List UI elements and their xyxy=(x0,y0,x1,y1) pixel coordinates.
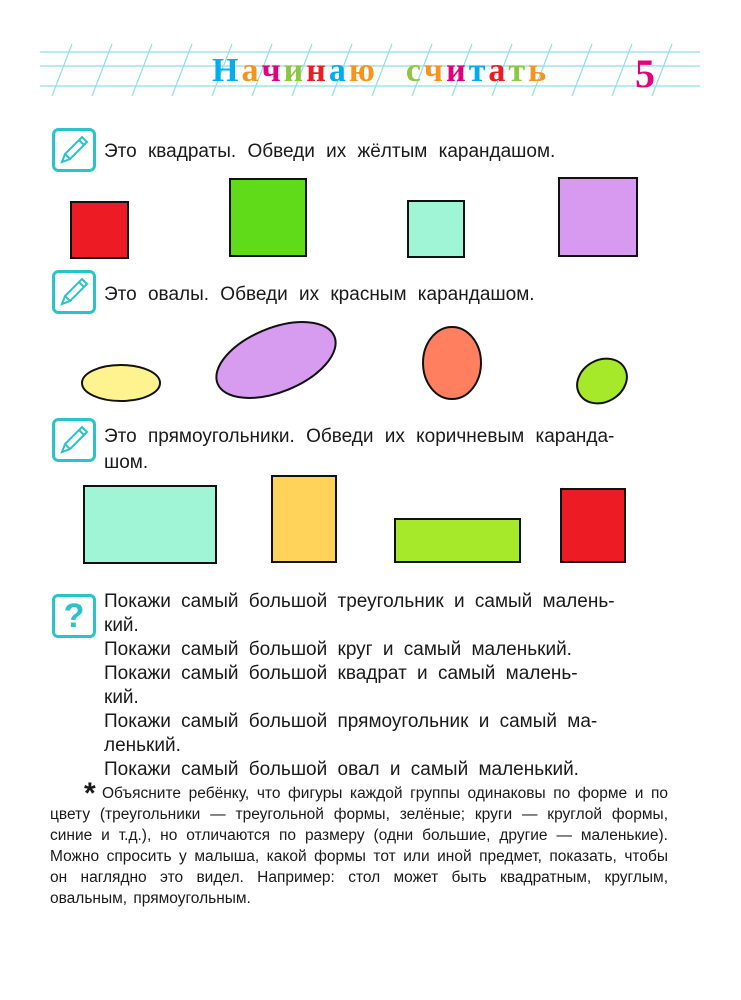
question-line: кий. xyxy=(104,615,139,636)
rectangles-group xyxy=(0,470,741,570)
page-number: 5 xyxy=(635,51,655,96)
page-title xyxy=(212,52,549,90)
title-letter: а xyxy=(488,52,509,89)
oval-lime xyxy=(569,350,635,410)
pencil-icon xyxy=(52,270,96,314)
rectangle-lime xyxy=(395,519,520,562)
title-letter: ю xyxy=(348,52,378,89)
question-line: ленький. xyxy=(104,735,181,756)
parent-note-text: Объясните ребёнку, что фигуры каждой группы одинаковы по форме и по цвету (треугольники — треугольной формы, зелёные; круги — круглой формы, синие и т.д.), но отличаются по размеру (одни большие, другие — маленькие). Можно спросить у малыша, какой формы тот или иной предмет, показать, чтобы он наглядно это видел. Например: стол может быть квадратным, круглым, овальным, прямоугольным. xyxy=(50,785,668,907)
title-letter: а xyxy=(328,52,349,89)
oval-yellow xyxy=(82,365,160,401)
oval-salmon xyxy=(423,327,481,399)
title-letter: т xyxy=(468,52,489,89)
title-letter xyxy=(392,52,406,90)
rectangle-red xyxy=(561,489,625,562)
title-letter: ч xyxy=(261,52,284,89)
question-line: Покажи самый большой треугольник и самый малень- xyxy=(104,591,615,612)
title-letter: ь xyxy=(528,52,550,89)
rectangle-orange xyxy=(272,476,336,562)
title-letter: Н xyxy=(212,52,242,89)
title-letter: с xyxy=(405,52,424,89)
question-line: Покажи самый большой квадрат и самый малень- xyxy=(104,663,578,684)
ovals-group xyxy=(0,315,741,410)
question-line: кий. xyxy=(104,687,139,708)
task-rectangles-line1: Это прямоугольники. Обведи их коричневым каранда- xyxy=(104,426,615,447)
title-letter: т xyxy=(508,52,529,89)
task-rectangles-text xyxy=(104,424,664,476)
question-icon xyxy=(52,594,96,638)
title-letter: а xyxy=(241,52,262,89)
parent-note xyxy=(50,783,668,909)
title-letter: и xyxy=(283,52,307,89)
title-letter: ч xyxy=(423,52,447,89)
square-red xyxy=(71,202,128,258)
oval-violet xyxy=(206,315,347,410)
question-mark: ? xyxy=(63,597,85,635)
note-star-icon: * xyxy=(84,777,96,810)
question-line: Покажи самый большой круг и самый маленький. xyxy=(104,639,572,660)
task-rectangles-line2: шом. xyxy=(104,452,149,473)
square-green xyxy=(230,179,306,256)
pencil-icon xyxy=(52,418,96,462)
square-violet xyxy=(559,178,637,256)
task-ovals-text: Это овалы. Обведи их красным карандашом. xyxy=(104,284,535,305)
pencil-icon xyxy=(52,128,96,172)
square-mint xyxy=(408,201,464,257)
question-line: Покажи самый большой прямоугольник и самый ма- xyxy=(104,711,598,732)
question-line: Покажи самый большой овал и самый маленький. xyxy=(104,759,579,780)
question-list xyxy=(104,590,659,782)
title-letter: н xyxy=(306,52,329,89)
task-squares-text: Это квадраты. Обведи их жёлтым карандашом. xyxy=(104,141,556,162)
rectangle-mint xyxy=(84,486,216,563)
title-letter xyxy=(378,52,392,90)
squares-group xyxy=(0,170,741,265)
title-letter: и xyxy=(446,52,469,89)
